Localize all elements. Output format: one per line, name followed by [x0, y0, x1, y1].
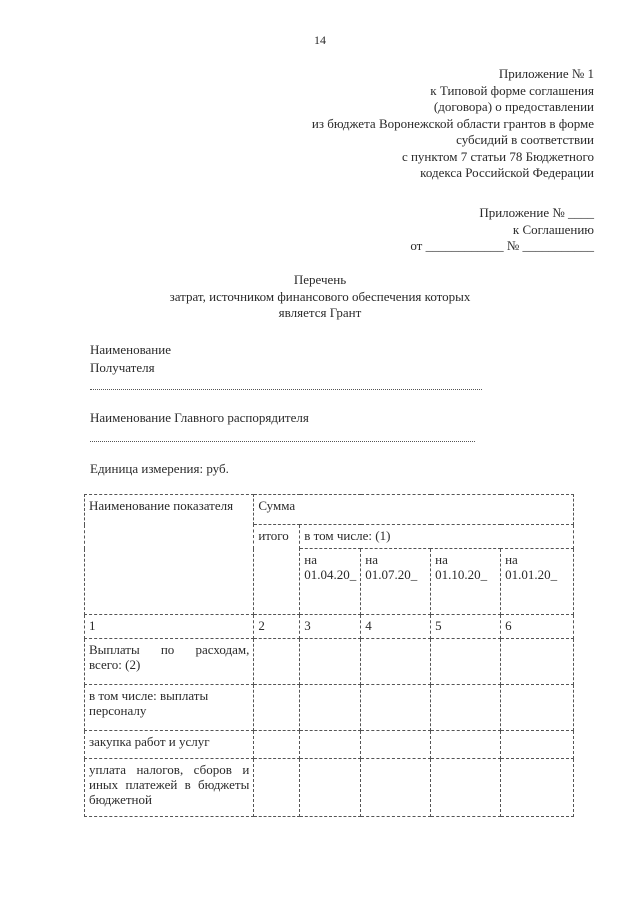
column-number: 3	[300, 615, 361, 639]
title-line: является Грант	[278, 305, 362, 320]
appendix-header-line: субсидий в соответствии	[456, 132, 594, 147]
table-cell	[431, 731, 501, 759]
appendix-header-line: с пунктом 7 статьи 78 Бюджетного	[401, 148, 594, 164]
appendix-header-line: к Типовой форме соглашения	[430, 82, 594, 98]
appendix-header-line: (договора) о предоставлении	[433, 99, 594, 114]
row-label: уплата налогов, сборов и иных платежей в бюджеты бюджетной	[85, 759, 254, 817]
table-cell	[254, 759, 300, 817]
header-date: на 01.01.20_	[501, 549, 574, 615]
table-cell	[501, 759, 574, 817]
table-cell	[361, 731, 431, 759]
document-title	[0, 272, 640, 322]
table-cell	[300, 685, 361, 731]
header-sum: Сумма	[254, 495, 574, 525]
title-line: Перечень	[293, 272, 347, 287]
unit-label: Единица измерения: руб.	[90, 461, 229, 476]
recipient-label	[90, 341, 171, 377]
header-indicator-name: Наименование показателя	[85, 495, 254, 615]
table-cell	[254, 685, 300, 731]
column-number: 4	[361, 615, 431, 639]
recipient-name-line	[90, 389, 482, 390]
column-number: 2	[254, 615, 300, 639]
recipient-label-line: Наименование	[90, 342, 171, 357]
recipient-label-line: Получателя	[90, 360, 155, 375]
table-cell	[431, 759, 501, 817]
table-cell	[361, 685, 431, 731]
agreement-header	[410, 205, 594, 255]
header-date: на 01.10.20_	[431, 549, 501, 615]
row-label: в том числе: выплаты персоналу	[85, 685, 254, 731]
table-cell	[300, 639, 361, 685]
appendix-header-line: из бюджета Воронежской области грантов в форме	[311, 115, 594, 131]
table-cell	[300, 731, 361, 759]
page-number: 14	[314, 33, 326, 47]
table-cell	[431, 685, 501, 731]
header-including: в том числе: (1)	[300, 525, 574, 549]
agreement-header-line: от ____________ № ___________	[410, 238, 594, 253]
column-number: 5	[431, 615, 501, 639]
table-cell	[501, 639, 574, 685]
header-total: итого	[254, 525, 300, 615]
table-cell	[361, 759, 431, 817]
appendix-header-line: Приложение № 1	[498, 66, 594, 81]
row-label: Выплаты по расходам, всего: (2)	[85, 639, 254, 685]
expense-table	[84, 494, 574, 817]
agreement-header-line: к Соглашению	[512, 221, 594, 237]
column-number: 1	[85, 615, 254, 639]
manager-name-line	[90, 441, 475, 442]
table-cell	[431, 639, 501, 685]
table-cell	[300, 759, 361, 817]
table-cell	[361, 639, 431, 685]
appendix-header	[312, 66, 594, 182]
title-line: затрат, источником финансового обеспечения которых	[169, 288, 471, 304]
header-date: на 01.04.20_	[300, 549, 361, 615]
table-cell	[254, 731, 300, 759]
agreement-header-line: Приложение № ____	[479, 205, 594, 220]
column-number: 6	[501, 615, 574, 639]
row-label: закупка работ и услуг	[85, 731, 254, 759]
table-cell	[501, 685, 574, 731]
manager-label: Наименование Главного распорядителя	[90, 410, 309, 425]
table-cell	[254, 639, 300, 685]
header-date: на 01.07.20_	[361, 549, 431, 615]
appendix-header-line: кодекса Российской Федерации	[420, 165, 594, 180]
table-cell	[501, 731, 574, 759]
